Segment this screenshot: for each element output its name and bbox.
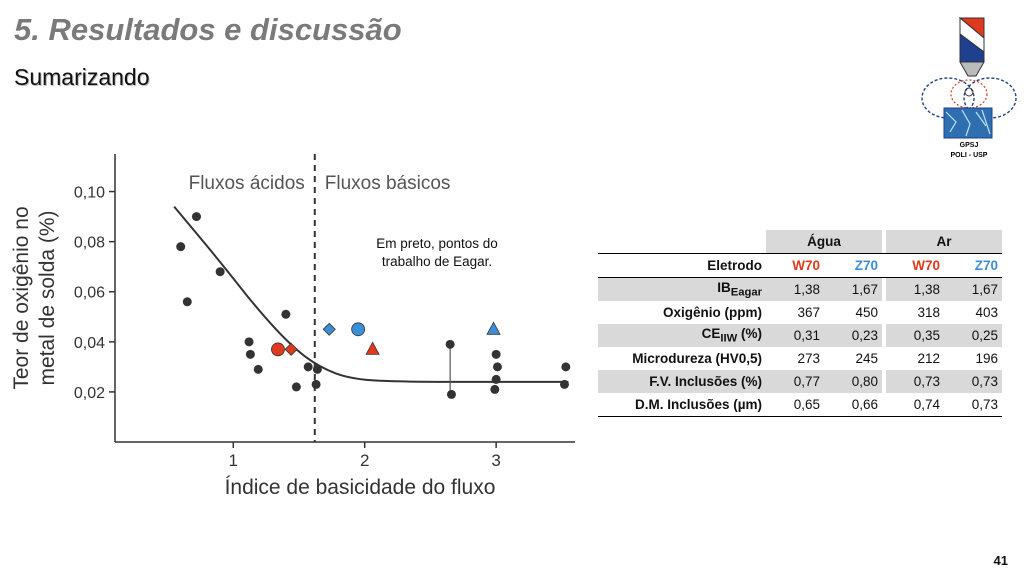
table-cell: 245 [855,351,878,366]
table-row [598,324,1002,347]
x-tick-label: 2 [359,451,370,470]
table-cell: 0,31 [766,324,824,347]
table-cell: 318 [917,305,940,320]
w70-circle-point [271,343,284,356]
region-label-basic: Fluxos básicos [324,173,451,194]
table-cell: 0,65 [766,393,824,417]
eagar-point [281,310,290,319]
eagar-point [246,350,255,359]
electrode-label: Eletrodo [598,254,766,278]
table-cell: 0,80 [824,370,882,393]
eagar-point [561,362,570,371]
logo-line2: POLI - USP [950,152,988,159]
y-ticks [74,185,115,402]
annotation-line2: trabalho de Eagar. [381,254,493,269]
results-table [598,230,1002,417]
table-cell: 0,77 [766,370,824,393]
table-cell: 1,67 [944,278,1002,302]
y-tick-label: 0,04 [73,334,105,352]
eagar-point [254,365,263,374]
table-cell: 0,73 [944,370,1002,393]
electrode-z70-ar: Z70 [944,254,1002,278]
table-cell: 0,73 [886,370,944,393]
row-label-ce: $CE_{IIW}$ (%) [598,324,766,347]
table-cell: 0,73 [944,393,1002,417]
region-label-acid: Fluxos ácidos [188,173,305,194]
table-cell: 450 [855,305,878,320]
x-tick-label: 3 [491,451,501,470]
y-tick-label: 0,06 [73,284,105,302]
eagar-point [292,382,301,391]
page-number: 41 [993,553,1008,568]
eagar-point [560,380,569,389]
table-cell: 0,23 [824,324,882,347]
table-cell: 273 [797,351,820,366]
table-cell: 196 [975,351,998,366]
slide-subtitle: Sumarizando [14,64,150,90]
eagar-point [304,362,313,371]
w70-diamond-point [285,343,297,355]
electrode-z70-agua: Z70 [824,254,882,278]
row-label-ib: $IB_{Eagar}$ [598,278,766,302]
table-cell: 1,38 [766,278,824,302]
table-cell: 212 [917,351,940,366]
table-row [598,347,1002,370]
row-label-fv-inclusoes: F.V. Inclusões (%) [598,370,766,393]
eagar-point [492,350,501,359]
group-header-agua: Água [766,230,882,254]
table-cell: 367 [797,305,820,320]
eagar-point [192,212,201,221]
gpsj-logo [916,12,1020,162]
row-label-oxigenio: Oxigênio (ppm) [663,305,762,320]
table-cell: 0,74 [886,393,944,417]
y-tick-label: 0,02 [73,384,105,402]
electrode-w70-ar: W70 [886,254,944,278]
slide-title: 5. Resultados e discussão [14,12,402,47]
annotation-line1: Em preto, pontos do [376,236,498,251]
table-row [598,301,1002,324]
electrode-points [271,322,500,356]
z70-triangle-point [487,322,500,334]
eagar-points [176,212,570,399]
eagar-point [446,340,455,349]
table-row [598,393,1002,417]
eagar-point [490,385,499,394]
table-cell: 0,66 [824,393,882,417]
electrode-w70-agua: W70 [766,254,824,278]
table-row [598,278,1002,302]
x-tick-label: 1 [228,451,239,470]
y-tick-label: 0,10 [73,184,105,202]
x-axis-label: Índice de basicidade do fluxo [224,476,496,499]
logo-line1: GPSJ [959,142,979,149]
y-tick-label: 0,08 [73,234,105,252]
table-cell: 1,67 [824,278,882,302]
eagar-point [447,390,456,399]
table-group-header-row [598,230,1002,254]
eagar-point [313,365,322,374]
eagar-point [493,362,502,371]
y-axis-label-line1: Teor de oxigênio no [10,206,33,390]
electrode-icon [960,18,984,76]
table-row [598,370,1002,393]
row-label-dm-inclusoes: D.M. Inclusões (µm) [598,393,766,417]
y-axis-label-line2: metal de solda (%) [36,210,59,386]
z70-diamond-point [323,323,335,335]
table-cell: 1,38 [886,278,944,302]
oxygen-basicity-chart [0,148,590,508]
w70-triangle-point [366,342,379,354]
weld-image-icon [944,108,992,138]
eagar-point [492,375,501,384]
eagar-point [216,267,225,276]
x-ticks [229,442,501,470]
row-label-microdureza: Microdureza (HV0,5) [632,351,762,366]
table-cell: 403 [975,305,998,320]
eagar-point [312,380,321,389]
table-cell: 0,25 [944,324,1002,347]
z70-circle-point [352,323,365,336]
table-electrode-row [598,254,1002,278]
eagar-point [176,242,185,251]
eagar-point [245,337,254,346]
group-header-ar: Ar [886,230,1002,254]
table-cell: 0,35 [886,324,944,347]
eagar-point [183,297,192,306]
trend-line [174,207,568,382]
